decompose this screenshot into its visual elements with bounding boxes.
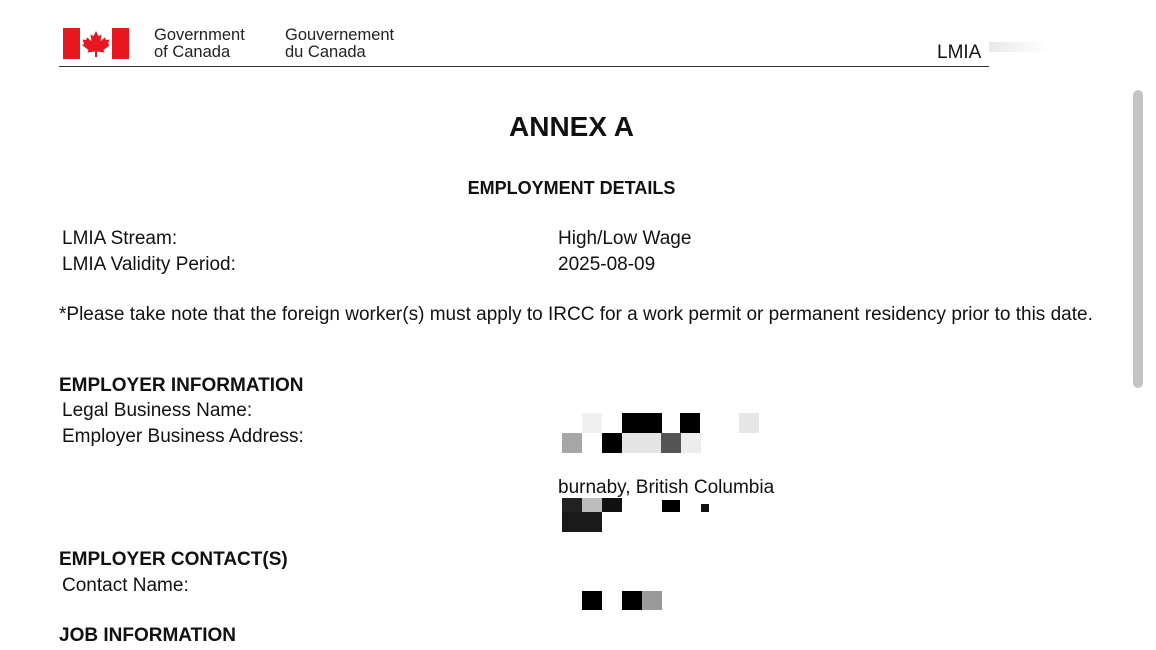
ircc-note: *Please take note that the foreign worker(s) must apply to IRCC for a work permit or permanent residency prior to this date. — [59, 304, 1093, 325]
validity-label: LMIA Validity Period: — [62, 254, 236, 275]
legal-business-name-label: Legal Business Name: — [62, 400, 253, 421]
validity-value: 2025-08-09 — [558, 254, 656, 275]
lmia-reference-label: LMIA — [937, 42, 982, 63]
gov-en-line2: of Canada — [154, 43, 231, 61]
header-divider — [59, 66, 989, 67]
employer-information-heading: EMPLOYER INFORMATION — [59, 375, 304, 396]
stream-value: High/Low Wage — [558, 228, 692, 249]
stream-label: LMIA Stream: — [62, 228, 178, 249]
gouvernement-du-canada-wordmark — [285, 27, 394, 61]
contact-name-label: Contact Name: — [62, 575, 189, 596]
employment-details-title: EMPLOYMENT DETAILS — [467, 178, 676, 198]
gov-fr-line2: du Canada — [285, 43, 366, 61]
annex-title: ANNEX A — [509, 111, 634, 142]
address-city: burnaby, British Columbia — [558, 477, 775, 498]
gov-fr-line1: Gouvernement — [285, 26, 395, 44]
gov-en-line1: Government — [154, 26, 245, 44]
government-of-canada-wordmark — [154, 27, 245, 61]
employer-contacts-heading: EMPLOYER CONTACT(S) — [59, 549, 288, 570]
redacted-reference-number — [989, 42, 1049, 52]
vertical-scrollbar[interactable] — [1133, 90, 1143, 388]
employer-address-label: Employer Business Address: — [62, 426, 304, 447]
canada-flag-icon — [63, 28, 129, 59]
job-information-heading: JOB INFORMATION — [59, 625, 236, 646]
